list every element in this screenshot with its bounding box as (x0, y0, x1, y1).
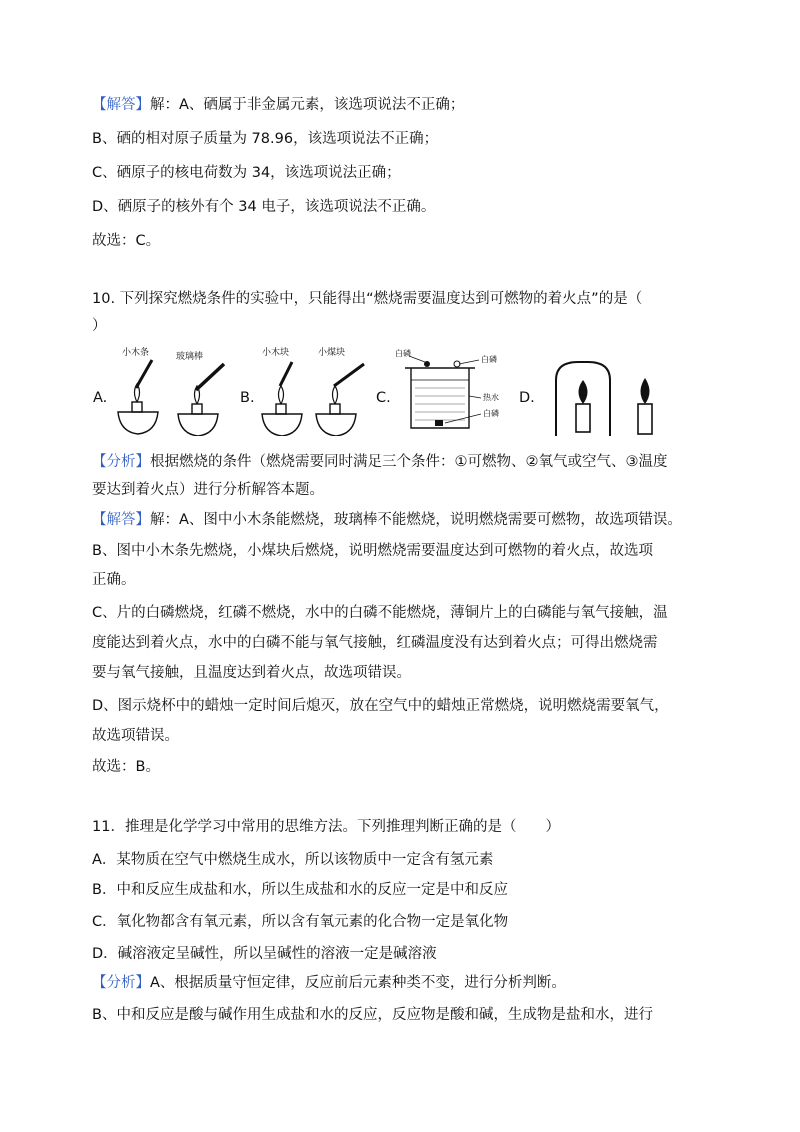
q10-option-c-figure (395, 346, 515, 436)
q10-option-b-label: B. (240, 390, 255, 406)
q11-option-a: A．某物质在空气中燃烧生成水，所以该物质中一定含有氢元素 (92, 852, 494, 868)
analysis-tag: 【分析】 (92, 975, 150, 991)
q10-answer-line-7: D、图示烧杯中的蜡烛一定时间后熄灭，放在空气中的蜡烛正常燃烧，说明燃烧需要氧气， (92, 698, 669, 714)
q10-c-label-2: 白磷 (481, 355, 497, 364)
q11-analysis-line-2: B、中和反应是酸与碱作用生成盐和水的反应，反应物是酸和碱，生成物是盐和水，进行 (92, 1007, 653, 1023)
q10-option-c-label: C. (376, 390, 391, 406)
q11-option-d: D．碱溶液定呈碱性，所以呈碱性的溶液一定是碱溶液 (92, 946, 437, 962)
q10-answer-line-5: 度能达到着火点，水中的白磷不能与氧气接触，红磷温度没有达到着火点；可得出燃烧需 (92, 635, 658, 651)
answer-tag: 【解答】 (92, 512, 150, 528)
q9-answer-line-4: D、硒原子的核外有个 34 电子，该选项说法不正确。 (92, 199, 436, 215)
answer-tag: 【解答】 (92, 97, 150, 113)
q10-option-b-figure (258, 344, 370, 436)
q10-answer-line-6: 要与氧气接触，且温度达到着火点，故选项错误。 (92, 665, 411, 681)
q11-option-b: B．中和反应生成盐和水，所以生成盐和水的反应一定是中和反应 (92, 882, 508, 898)
q10-answer-line-2: B、图中小木条先燃烧，小煤块后燃烧，说明燃烧需要温度达到可燃物的着火点，故选项 (92, 543, 653, 559)
q10-analysis-line-1: 【分析】根据燃烧的条件（燃烧需要同时满足三个条件：①可燃物、②氧气或空气、③温度 (92, 454, 668, 470)
q10-analysis-line-2: 要达到着火点）进行分析解答本题。 (92, 482, 324, 498)
q10-stem: 10. 下列探究燃烧条件的实验中，只能得出“燃烧需要温度达到可燃物的着火点”的是（ (92, 291, 643, 307)
q10-b-label-coal: 小煤块 (318, 348, 346, 358)
q10-answer-line-1: 【解答】解：A、图中小木条能燃烧，玻璃棒不能燃烧，说明燃烧需要可燃物，故选项错误。 (92, 512, 682, 528)
q9-answer-line-1: 【解答】解：A、硒属于非金属元素，该选项说法不正确； (92, 97, 465, 113)
q10-answer-line-8: 故选项错误。 (92, 728, 179, 744)
q10-a-label-rod: 玻璃棒 (176, 352, 204, 362)
q9-answer-conclusion: 故选：C。 (92, 233, 161, 249)
q10-b-label-wood: 小木块 (262, 348, 290, 358)
q10-a-label-stick: 小木条 (122, 348, 150, 358)
analysis-tag: 【分析】 (92, 454, 150, 470)
q10-answer-line-4: C、片的白磷燃烧，红磷不燃烧，水中的白磷不能燃烧，薄铜片上的白磷能与氧气接触，温 (92, 605, 668, 621)
q10-c-label-3: 热水 (483, 393, 499, 402)
q9-answer-line-2: B、硒的相对原子质量为 78.96，该选项说法不正确； (92, 131, 439, 147)
q10-c-label-4: 白磷 (483, 409, 499, 418)
q11-analysis-line-1: 【分析】A、根据质量守恒定律，反应前后元素种类不变，进行分析判断。 (92, 975, 566, 991)
q10-answer-conclusion: 故选：B。 (92, 759, 160, 775)
q10-c-label-1: 白磷 (395, 349, 411, 358)
q11-stem: 11．推理是化学学习中常用的思维方法。下列推理判断正确的是（ ） (92, 819, 560, 835)
q10-answer-line-3: 正确。 (92, 572, 136, 588)
q9-answer-line-3: C、硒原子的核电荷数为 34，该选项说法正确； (92, 165, 401, 181)
q10-option-a-figure (112, 344, 232, 436)
q10-option-d-figure (552, 358, 662, 440)
q10-option-a-label: A. (93, 390, 108, 406)
q11-option-c: C．氧化物都含有氧元素，所以含有氧元素的化合物一定是氧化物 (92, 914, 509, 930)
q10-option-d-label: D. (519, 390, 535, 406)
q10-stem-end: ） (92, 318, 107, 334)
